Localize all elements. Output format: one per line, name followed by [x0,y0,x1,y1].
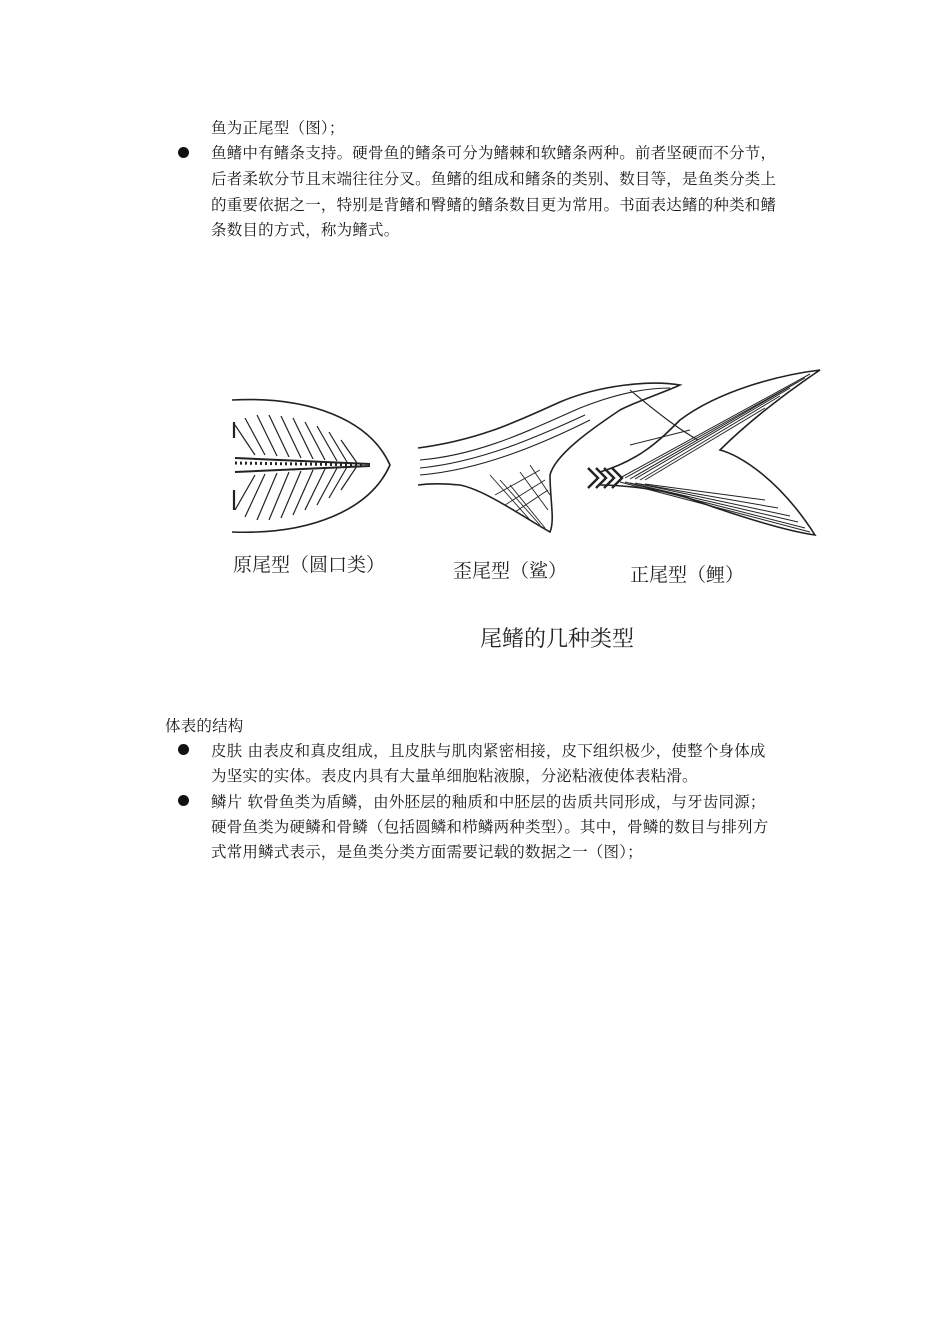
tail-fin-figure [220,360,840,660]
section-heading: 体表的结构 [165,717,244,735]
tail-fin-illustration [220,360,840,660]
bullet-icon [178,147,189,158]
text-line: 鱼为正尾型（图）； [211,119,345,137]
text-line: 后者柔软分节且末端往往分叉。鱼鳍的组成和鳍条的类别、数目等，是鱼类分类上 [211,170,777,188]
text-line: 的重要依据之一，特别是背鳍和臀鳍的鳍条数目更为常用。书面表达鳍的种类和鳍 [211,196,777,214]
text-line: 式常用鳞式表示，是鱼类分类方面需要记载的数据之一（图）； [211,843,643,861]
text-line: 硬骨鱼类为硬鳞和骨鳞（包括圆鳞和栉鳞两种类型）。其中，骨鳞的数目与排列方 [211,818,769,836]
text-line: 皮肤 由表皮和真皮组成，且皮肤与肌肉紧密相接，皮下组织极少，使整个身体成 [211,742,766,760]
text-line: 为坚实的实体。表皮内具有大量单细胞粘液腺，分泌粘液使体表粘滑。 [211,767,698,785]
heterocercal-tail-drawing [418,383,698,532]
protocercal-label: 原尾型（圆口类） [233,554,386,576]
text-line: 鳞片 软骨鱼类为盾鳞，由外胚层的釉质和中胚层的齿质共同形成，与牙齿同源； [211,793,766,811]
homocercal-tail-drawing [588,370,820,535]
text-line: 鱼鳍中有鳍条支持。硬骨鱼的鳍条可分为鳍棘和软鳍条两种。前者坚硬而不分节， [211,144,777,162]
bullet-icon [178,795,189,806]
homocercal-label: 正尾型（鲤） [630,564,745,586]
text-line: 条数目的方式，称为鳍式。 [211,221,400,239]
figure-caption: 尾鳍的几种类型 [480,627,635,652]
protocercal-tail-drawing [232,400,390,533]
heterocercal-label: 歪尾型（鲨） [453,560,568,582]
bullet-icon [178,744,189,755]
